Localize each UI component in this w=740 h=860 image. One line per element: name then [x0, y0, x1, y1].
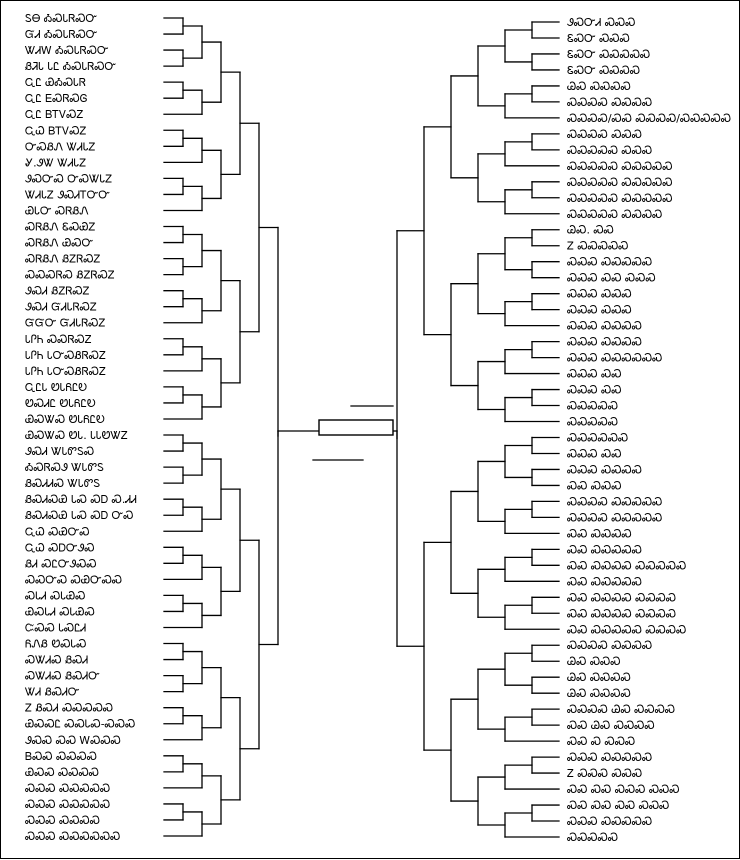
- left-label: ᏅᏍᏰᏁ ᏔᏗᏓᏃ: [25, 140, 96, 154]
- right-label: ᏍᏍ ᏍᏍᏍ: [567, 479, 622, 493]
- left-label: ᏭᏍᏗ ᏔᏓᏛᏚᏍ: [25, 445, 95, 459]
- left-label: ᏍᏔᏗᏍ ᏰᏍᏗᏅ: [25, 669, 100, 683]
- left-label: ᏯᏍᏍᏝ ᏍᏍᏓᏍ-ᏍᏍᏍ: [25, 717, 136, 731]
- left-label: ᏩᏇ ᏍᎠᏅᏭᏍ: [25, 541, 95, 555]
- right-label: ᏋᏍᏅ ᏍᏍᏍᏍ: [567, 63, 641, 77]
- right-label: ᏍᏍ Ꮝ ᏍᏍᏍ: [567, 735, 636, 749]
- left-label: ᏩᏇ ᏴᎢᏙᏍᏃ: [25, 124, 87, 138]
- left-label: Ꮍ.ᏭᏔ ᏔᏗᏓᏃ: [25, 156, 87, 170]
- right-label: ᏍᏍᏍᏍᏍᏍ: [567, 431, 629, 445]
- right-label: ᏭᏍᏅᏗ ᏍᏍᏍ: [567, 16, 636, 29]
- left-label: ᏰᏘᏓ ᏓᏝ ᎣᏍᏓᏒᏍᏅ: [25, 60, 117, 74]
- right-label: ᏍᏍᏍ ᏍᏍᏍᏍ: [567, 319, 642, 333]
- right-label: ᏍᏍᏍ ᏍᏍᏍᏍᏍᏍ: [567, 351, 663, 365]
- left-label: ᏯᏍᏔᏍ ᏬᏓᏲᏝᎧ: [25, 412, 105, 426]
- left-label: ᏭᏍᏅᏍ ᏅᏍᏔᏓᏃ: [25, 172, 113, 186]
- right-label: ᏍᏍ ᏍᏍᏍᏍ ᏍᏍᏍᏍ: [567, 607, 677, 621]
- left-label: ᏍᏍᏅᏍ ᏍᏯᏅᏍᏍ: [25, 573, 123, 587]
- left-label: ᏭᏍᏗ ᏳᏗᏓᏒᏍᏃ: [25, 300, 97, 314]
- right-label: ᏍᏍᏍᏍᏍ: [567, 399, 619, 413]
- left-label: ᏲᏁᏰ ᏬᏍᏓᏍ: [25, 637, 87, 651]
- right-label: ᏍᏍ ᏍᏍᏍᏍᏍ: [567, 575, 642, 589]
- left-label: ᏍᏍᏍᏒᏍ ᏰᏃᏒᏍᏃ: [25, 268, 115, 282]
- left-label: ᏍᏒᏰᏁ ᏰᏃᏒᏍᏃ: [25, 252, 101, 266]
- left-label: ᏰᏍᏗᏗᏍ ᏔᏓᏛᏚ: [25, 477, 101, 491]
- right-label: ᏍᏍᏍ ᏍᏍᏍᏍ: [567, 335, 642, 349]
- right-label: ᏋᏍᏅ ᏍᏍᏍᏍᏍ: [567, 47, 651, 61]
- left-label: ᏰᏗ ᏍᏝᏅᏭᏍᏍ: [25, 557, 97, 571]
- right-label: ᏍᏍ ᏍᏍᏍᏍᏍ: [567, 543, 642, 557]
- left-label: ᏚᎾ ᎣᏍᏓᏒᏍᏅ: [25, 12, 98, 25]
- right-label: ᏍᏍᏍ ᏍᏍᏍᏍᏍ: [567, 255, 653, 269]
- right-label: ᏊᏍ. ᏍᏍ: [567, 223, 614, 237]
- left-label: ᏯᏓᏅ ᏍᏒᏰᏁ: [25, 204, 89, 218]
- right-label: ᏍᏍ ᏊᏍ ᏍᏍᏍᏍ: [567, 719, 655, 733]
- bracket-tree: [1, 1, 740, 860]
- left-label: ᏍᏍᏍ ᏍᏍᏍᏍ: [25, 813, 100, 827]
- right-label: ᏍᏍᏍᏍ ᏊᏍ ᏍᏍᏍᏍ: [567, 703, 676, 717]
- right-label: ᏍᏍᏍᏍ ᏍᏍᏍᏍ: [567, 95, 653, 109]
- right-label: ᏍᏍᏍ ᏍᏍᏍᏍᏍ: [567, 751, 653, 765]
- left-label: ᏯᏍᏓᏗ ᏍᏓᏯᏍ: [25, 605, 95, 619]
- left-label: ᏔᏗ ᏰᏍᏗᏅ: [25, 685, 80, 699]
- left-label: ᏍᏒᏰᏁ ᏋᏍᏯᏃ: [25, 220, 96, 234]
- right-label: ᏍᏍᏍ ᏍᏍ: [567, 367, 622, 381]
- left-label: ᏩᏇ ᏍᏯᏅᏍ: [25, 525, 90, 539]
- left-label: ᏓᎵᏂ ᏍᏍᏒᏍᏃ: [25, 332, 92, 346]
- right-label: ᏍᏍᏍ ᏍᏍ ᏍᏍᏍ: [567, 271, 656, 285]
- left-label: ᏍᏔᏗᏍ ᏰᏍᏗ: [25, 653, 89, 667]
- right-label: ᏍᏍᏍ ᏍᏍᏍ: [567, 303, 632, 317]
- right-label: ᏍᏍ ᏍᏍ ᏍᏍ ᏍᏍᏍ: [567, 799, 670, 813]
- right-label: Ꮓ ᏍᏍᏍ ᏍᏍᏍ: [567, 767, 643, 781]
- right-label: ᏊᏍ ᏍᏍᏍᏍ: [567, 671, 631, 685]
- right-label: ᏍᏍ ᏍᏍᏍᏍ: [567, 527, 632, 541]
- left-label: ᏩᏝ ᏯᎣᏍᏓᏒ: [25, 76, 86, 90]
- right-label: ᏍᏍᏍᏍᏍ ᏍᏍᏍᏍ: [567, 207, 663, 221]
- center-box: [319, 420, 393, 435]
- left-label: ᏩᏝ ᏴᎢᏙᏍᏃ: [25, 108, 84, 122]
- left-label: ᏔᏗᎳ ᎣᏍᏓᏒᏍᏅ: [25, 44, 109, 58]
- right-label: ᏍᏍᏍᏍᏍ ᏍᏍᏍ: [567, 143, 653, 157]
- right-label: ᏍᏍᏍ ᏍᏍ: [567, 447, 622, 461]
- right-label: ᏍᏍᏍᏍᏍ ᏍᏍᏍᏍᏍ: [567, 159, 673, 173]
- right-label: ᏍᏍ ᏍᏍᏍᏍᏍ ᏍᏍᏍᏍ: [567, 623, 687, 637]
- left-label: ᏍᏍᏍ ᏍᏍᏍᏍᏍᏍ: [25, 830, 121, 843]
- right-label: ᏍᏍᏍ ᏍᏍᏍ: [567, 287, 632, 301]
- right-label: ᏊᏍ ᏍᏍᏍᏍ: [567, 687, 631, 701]
- right-label: ᏍᏍ ᏍᏍᏍᏍ ᏍᏍᏍᏍ: [567, 591, 677, 605]
- right-label: ᏊᏍ ᏍᏍᏍ: [567, 655, 621, 669]
- left-label: ᏩᏝ ᎬᏍᏒᏍᎶ: [25, 92, 88, 106]
- right-label: ᏍᏍ ᏍᏍ ᏍᏍᏍ ᏍᏍᏍ: [567, 783, 680, 797]
- left-label: ᎣᏍᏒᏍᏭ ᏔᏓᏛᏚ: [25, 461, 104, 475]
- right-label: ᏊᏍ ᏍᏍᏍᏍ: [567, 79, 631, 93]
- left-label: ᏭᏍᏗ ᏰᏃᏒᏍᏃ: [25, 284, 90, 298]
- left-label: ᏬᏍᏗᏝ ᏬᏓᏲᏝᎧ: [25, 396, 96, 410]
- left-label: ᏔᏗᏓᏃ ᏭᏍᏗᎢᏅᏅ: [25, 188, 110, 202]
- left-label: ᏨᏍᏍ ᏓᏍᏝᏗ: [25, 621, 87, 635]
- right-label: ᏍᏍᏍ ᏍᏍᏍᏍᏍ: [567, 815, 653, 829]
- right-label: ᏍᏍᏍᏍᏍ: [567, 831, 619, 844]
- left-label: Ꮓ ᏰᏍᏗ ᏍᏍᏍᏍᏍ: [25, 701, 114, 715]
- left-label: ᏯᏍᏔᏍ ᏬᏓ. ᏓᏓᏬᏔᏃ: [25, 429, 128, 443]
- left-label: ᏍᏍᏍ ᏍᏍᏍᏍᏍ: [25, 781, 111, 795]
- right-label: ᏍᏍᏍᏍᏍ ᏍᏍᏍᏍᏍ: [567, 191, 673, 205]
- right-label: ᏍᏍᏍᏍᏍ ᏍᏍᏍᏍᏍ: [567, 175, 673, 189]
- left-label: ᏭᏍᏍ ᏍᏍ ᎳᏍᏍᏍ: [25, 733, 121, 747]
- left-label: ᏴᏍᏍ ᏍᏍᏍᏍ: [25, 749, 97, 763]
- right-label: ᏋᏍᏅ ᏍᏍᏍ: [567, 31, 630, 45]
- right-label: ᏍᏍᏍᏍᏍ: [567, 415, 619, 429]
- left-label: ᏰᏍᏗᏍᏯ ᏓᏍ ᏍᎠ ᏅᏍ: [25, 509, 134, 523]
- left-label: ᏓᎵᏂ ᏓᏅᏍᏰᏒᏍᏃ: [25, 364, 106, 378]
- right-label: ᏍᏍᏍᏍ ᏍᏍᏍᏍᏍ: [567, 495, 663, 509]
- right-label: Ꮓ ᏍᏍᏍᏍᏍ: [567, 239, 629, 253]
- left-label: ᏍᏍᏍ ᏍᏍᏍᏍᏍ: [25, 797, 111, 811]
- left-label: ᏰᏍᏗᏍᏯ ᏓᏍ ᏍᎠ Ꮝ.ᏗᏗ: [25, 493, 137, 507]
- left-label: ᏳᏗ ᎣᏍᏓᏒᏍᏅ: [25, 28, 98, 42]
- left-label: ᏩᏝᏓ ᏬᏓᏲᏝᎧ: [25, 380, 88, 394]
- left-label: ᏍᏒᏰᏁ ᏯᏍᏅ: [25, 236, 94, 250]
- right-label: ᏍᏍᏍᏍ/ᏍᏍ ᏍᏍᏍᏍ/ᏍᏍᏍᏍᏍ: [567, 111, 732, 125]
- right-label: ᏍᏍᏍᏍ ᏍᏍᏍ: [567, 127, 642, 141]
- right-label: ᏍᏍ ᏍᏍᏍᏍ ᏍᏍᏍᏍᏍ: [567, 559, 687, 573]
- left-label: ᏳᏳᏅ ᏳᏗᏓᏒᏍᏃ: [25, 316, 106, 330]
- right-label: ᏍᏍᏍᏍ ᏍᏍᏍᏍ: [567, 639, 653, 653]
- left-label: ᏓᎵᏂ ᏓᏅᏍᏰᏒᏍᏃ: [25, 348, 106, 362]
- left-label: ᏍᏓᏗ ᏍᏓᏯᏍ: [25, 589, 86, 603]
- right-label: ᏍᏍᏍ ᏍᏍ: [567, 383, 622, 397]
- right-label: ᏍᏍᏍ ᏍᏍᏍᏍ: [567, 463, 642, 477]
- left-label: ᏯᏍᏍ ᏍᏍᏍᏍ: [25, 765, 100, 779]
- right-label: ᏍᏍᏍᏍ ᏍᏍᏍᏍᏍ: [567, 511, 663, 525]
